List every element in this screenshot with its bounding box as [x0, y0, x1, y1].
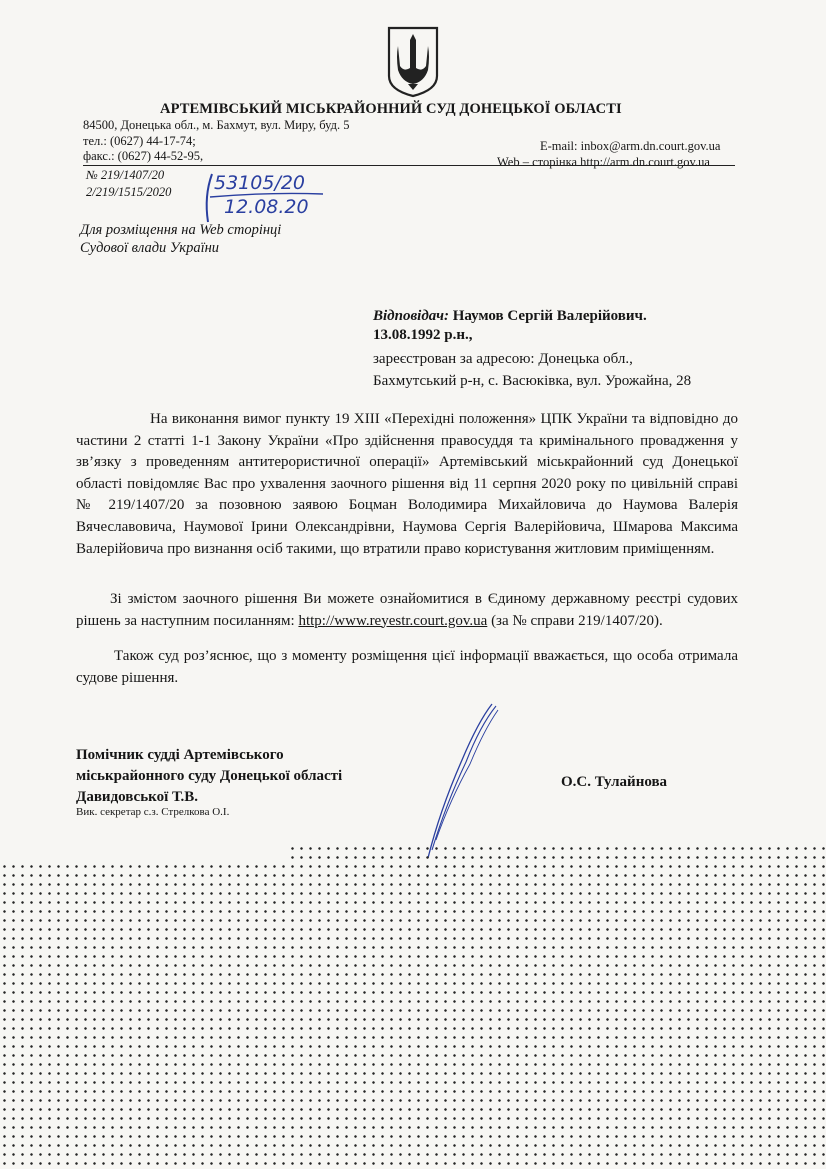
publication-note-line1: Для розміщення на Web сторінці: [80, 222, 282, 238]
signatory-title-line1: Помічник судді Артемівського: [76, 747, 284, 763]
court-website: Web – сторінка http://arm.dn.court.gov.ua: [497, 155, 710, 169]
respondent-label: Відповідач:: [373, 308, 449, 324]
handwritten-registration-date: 12.08.20: [224, 196, 309, 218]
signatory-title-line2: міськрайонного суду Донецької області: [76, 768, 343, 784]
explanation-paragraph: Також суд роз’яснює, що з моменту розміщення цієї інформації вважається, що особа отримала судове рішення.: [76, 648, 738, 686]
court-name-heading: АРТЕМІВСЬКИЙ МІСЬКРАЙОННИЙ СУД ДОНЕЦЬКОЇ ОБЛАСТІ: [160, 101, 622, 117]
respondent-name: Наумов Сергій Валерійович.: [452, 308, 647, 324]
court-address: 84500, Донецька обл., м. Бахмут, вул. Миру, буд. 5: [83, 118, 350, 132]
handwritten-registration-number: 53105/20: [214, 172, 306, 194]
publication-note-line2: Судової влади України: [80, 240, 220, 256]
executor-note: Вик. секретар с.з. Стрелкова О.І.: [76, 806, 230, 818]
case-number: № 219/1407/20: [86, 168, 165, 182]
respondent-dob: 13.08.1992 р.н.,: [373, 327, 473, 343]
pattern-edge-mask: [0, 844, 290, 860]
proceeding-number: 2/219/1515/2020: [86, 185, 172, 199]
coat-of-arms-icon: [386, 24, 440, 98]
notice-paragraph: На виконання вимог пункту 19 XIII «Перехідні положення» ЦПК України та відповідно до частини 2 статті 1-1 Закону України «Про здійснення правосуддя та кримінального провадження у зв’язку з проведенням антитерористичної операції» Артемівський міськрайонний суд Донецької області повідомляє Вас про ухвалення заочного рішення від 11 серпня 2020 року по цивільній справі № 219/1407/20 за позовною заявою Боцман Володимира Михайловича до Наумова Валерія Вячеславовича, Наумової Ірини Олександрівни, Наумова Сергія Валерійовича, Шмарова Максима Валерійовича про визнання осіб такими, що втратили право користування житловим приміщенням.: [76, 411, 738, 557]
court-fax: факс.: (0627) 44-52-95,: [83, 149, 204, 163]
signer-name: О.С. Тулайнова: [561, 774, 668, 790]
signatory-title-line3: Давидовської Т.В.: [76, 789, 199, 805]
registry-text: Зі змістом заочного рішення Ви можете ознайомитися в Єдиному державному реєстрі судових рішень за наступним посиланням:: [76, 591, 738, 629]
registry-paragraph: [76, 589, 738, 632]
handwritten-signature: [400, 700, 510, 860]
scan-dot-pattern: [0, 844, 826, 1169]
court-phone: тел.: (0627) 44-17-74;: [83, 134, 196, 148]
respondent-registration: зареєстрован за адресою: Донецька обл.,: [373, 351, 633, 367]
registry-case-ref: (за № справи 219/1407/20).: [487, 612, 663, 629]
registry-link[interactable]: http://www.reyestr.court.gov.ua: [298, 612, 488, 629]
respondent-address: Бахмутський р-н, с. Васюківка, вул. Урожайна, 28: [373, 373, 692, 389]
header-divider: [83, 165, 735, 166]
court-email: E-mail: inbox@arm.dn.court.gov.ua: [540, 139, 721, 153]
